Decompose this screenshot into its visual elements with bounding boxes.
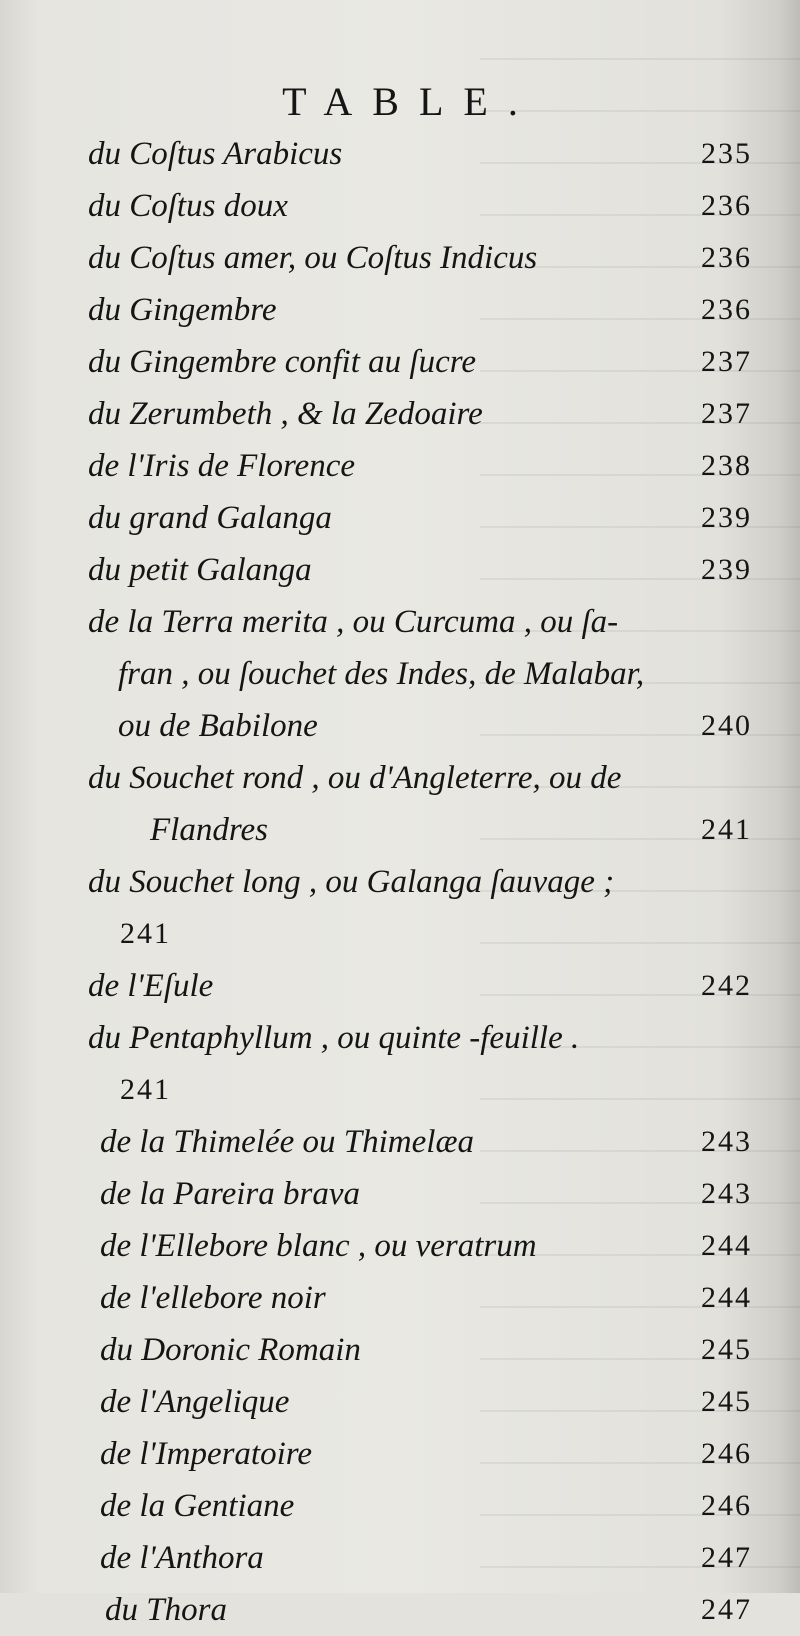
toc-entry-line	[0, 804, 800, 856]
toc-entry	[0, 492, 800, 544]
entry-title: de l'Ellebore blanc , ou veratrum	[100, 1228, 537, 1264]
entry-title: du Coſtus amer, ou Coſtus Indicus	[88, 240, 538, 276]
entry-page-number: 240	[701, 709, 752, 742]
toc-entry-line	[0, 856, 800, 908]
entry-title: de l'Eſule	[88, 968, 214, 1004]
entry-page-number: 246	[701, 1437, 752, 1470]
entry-title: de la Thimelée ou Thimelæa	[100, 1124, 474, 1160]
toc-entry	[0, 1324, 800, 1376]
entry-title-continued: ou de Babilone	[118, 708, 318, 744]
toc-entry	[0, 1272, 800, 1324]
entry-page-number: 236	[701, 241, 752, 274]
toc-entry	[0, 960, 800, 1012]
entry-page-number: 245	[701, 1385, 752, 1418]
entry-title: du Gingembre	[88, 292, 277, 328]
entry-title: de la Pareira brava	[100, 1176, 360, 1212]
entry-title: du Pentaphyllum , ou quinte -feuille .	[88, 1020, 580, 1056]
entry-page-number: 242	[701, 969, 752, 1002]
toc-entry	[0, 1116, 800, 1168]
table-of-contents	[0, 128, 800, 1636]
toc-entry	[0, 1428, 800, 1480]
entry-page-number: 247	[701, 1541, 752, 1574]
entry-title: de la Gentiane	[100, 1488, 295, 1524]
entry-title: du Coſtus Arabicus	[88, 136, 343, 172]
entry-page-number: 241	[701, 813, 752, 846]
toc-entry	[0, 232, 800, 284]
entry-title: du grand Galanga	[88, 500, 332, 536]
entry-title: de la Terra merita , ou Curcuma , ou ſa-	[88, 604, 619, 640]
entry-page-number: 239	[701, 501, 752, 534]
toc-entry	[0, 388, 800, 440]
entry-title-continued: Flandres	[150, 812, 268, 848]
toc-entry	[0, 1220, 800, 1272]
entry-title: du Thora	[105, 1592, 227, 1628]
entry-title: de l'Imperatoire	[100, 1436, 313, 1472]
toc-entry	[0, 336, 800, 388]
entry-page-number: 238	[701, 449, 752, 482]
entry-page-number: 241	[120, 917, 171, 950]
entry-title: du petit Galanga	[88, 552, 312, 588]
toc-entry-line	[0, 1012, 800, 1064]
entry-page-number: 237	[701, 345, 752, 378]
entry-page-number: 239	[701, 553, 752, 586]
entry-title: du Coſtus doux	[88, 188, 288, 224]
toc-entry	[0, 1532, 800, 1584]
toc-entry	[0, 1376, 800, 1428]
toc-entry	[0, 180, 800, 232]
entry-title: de l'Iris de Florence	[88, 448, 355, 484]
toc-entry	[0, 1584, 800, 1636]
entry-title: de l'Angelique	[100, 1384, 290, 1420]
toc-entry-line	[0, 1064, 800, 1116]
entry-page-number: 244	[701, 1281, 752, 1314]
toc-entry-line	[0, 908, 800, 960]
page-title: TABLE.	[282, 79, 538, 124]
entry-page-number: 244	[701, 1229, 752, 1262]
entry-page-number: 246	[701, 1489, 752, 1522]
toc-entry	[0, 1480, 800, 1532]
entry-title: du Souchet long , ou Galanga ſauvage ;	[88, 864, 615, 900]
entry-title: du Zerumbeth , & la Zedoaire	[88, 396, 483, 432]
entry-page-number: 245	[701, 1333, 752, 1366]
entry-page-number: 236	[701, 189, 752, 222]
entry-page-number: 243	[701, 1125, 752, 1158]
entry-page-number: 237	[701, 397, 752, 430]
entry-title-continued: fran , ou ſouchet des Indes, de Malabar,	[118, 656, 645, 692]
toc-entry-line	[0, 596, 800, 648]
entry-title: du Souchet rond , ou d'Angleterre, ou de	[88, 760, 622, 796]
toc-entry-line	[0, 700, 800, 752]
entry-page-number: 243	[701, 1177, 752, 1210]
toc-entry	[0, 284, 800, 336]
toc-entry-line	[0, 648, 800, 700]
entry-title: du Doronic Romain	[100, 1332, 361, 1368]
toc-entry	[0, 544, 800, 596]
entry-page-number: 236	[701, 293, 752, 326]
entry-title: de l'ellebore noir	[100, 1280, 326, 1316]
toc-entry	[0, 128, 800, 180]
toc-entry	[0, 440, 800, 492]
toc-entry	[0, 1168, 800, 1220]
entry-title: du Gingembre confit au ſucre	[88, 344, 476, 380]
entry-page-number: 247	[701, 1593, 752, 1626]
toc-entry-line	[0, 752, 800, 804]
entry-title: de l'Anthora	[100, 1540, 264, 1576]
entry-page-number: 241	[120, 1073, 171, 1106]
entry-page-number: 235	[701, 137, 752, 170]
